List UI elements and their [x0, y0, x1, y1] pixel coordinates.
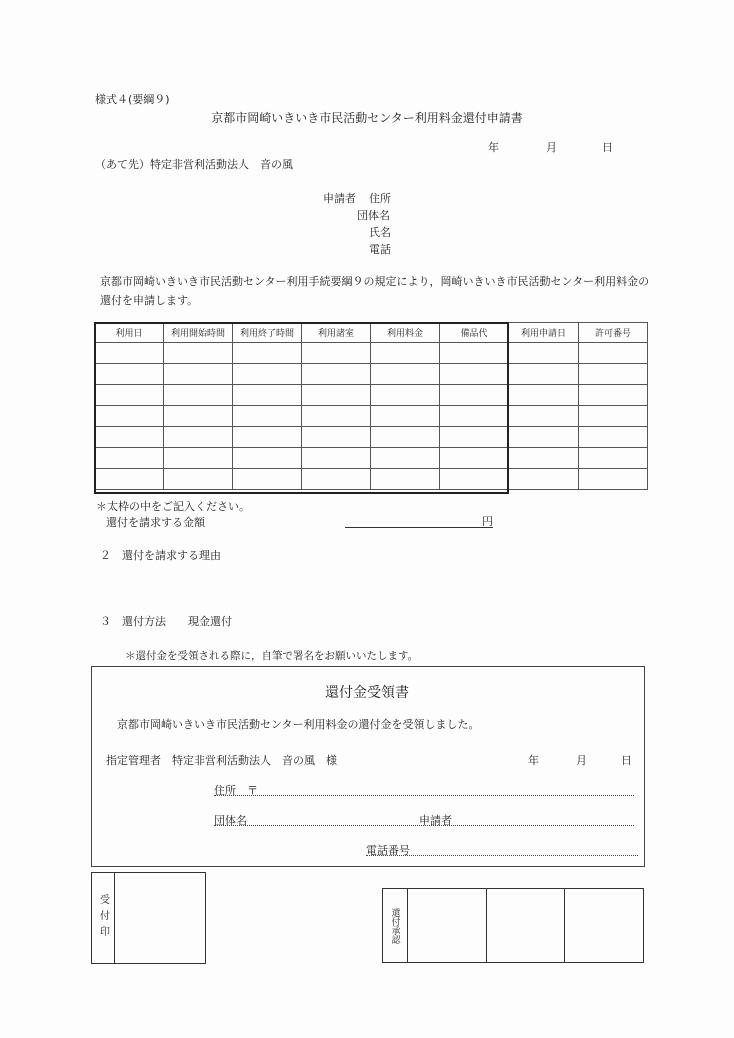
table-cell[interactable] [95, 469, 164, 490]
receipt-title: 還付金受領書 [325, 685, 409, 701]
receipt-phone-label: 電話番号 [366, 844, 410, 857]
approval-cell [408, 889, 487, 962]
table-row[interactable] [95, 448, 648, 469]
table-cell[interactable] [579, 448, 648, 469]
table-cell[interactable] [371, 343, 440, 364]
receipt-day-label: 日 [621, 754, 632, 767]
usage-table-header-row [95, 323, 648, 343]
table-row[interactable] [95, 385, 648, 406]
refund-amount-label: 還付を請求する金額 [106, 516, 205, 529]
table-cell[interactable] [233, 448, 302, 469]
receipt-applicant-label: 申請者 [419, 814, 452, 827]
table-cell[interactable] [164, 427, 233, 448]
col-header-application-date: 利用申請日 [509, 323, 579, 343]
table-cell[interactable] [302, 469, 371, 490]
col-header-equipment-fee: 備品代 [440, 323, 509, 343]
refund-reason-label: ２ 還付を請求する理由 [100, 549, 221, 562]
date-day-label: 日 [602, 141, 613, 154]
col-header-fee: 利用料金 [371, 323, 440, 343]
table-cell[interactable] [233, 343, 302, 364]
receipt-phone-field[interactable] [366, 855, 638, 856]
table-cell[interactable] [371, 406, 440, 427]
table-cell[interactable] [302, 427, 371, 448]
table-cell[interactable] [579, 406, 648, 427]
table-cell[interactable] [509, 385, 579, 406]
table-cell[interactable] [233, 406, 302, 427]
table-cell[interactable] [164, 364, 233, 385]
receipt-group-field[interactable] [214, 825, 634, 826]
table-cell[interactable] [95, 406, 164, 427]
application-statement: 京都市岡崎いきいき市民活動センター利用手続要綱９の規定により，岡崎いきいき市民活動センター利用料金の還付を申請します。 [100, 275, 650, 307]
applicant-group-label: 団体名 [357, 209, 390, 222]
table-cell[interactable] [440, 427, 509, 448]
table-cell[interactable] [509, 343, 579, 364]
page-title: 京都市岡崎いきいき市民活動センター利用料金還付申請書 [211, 111, 523, 125]
refund-method-label: ３ 還付方法 現金還付 [100, 615, 232, 628]
table-cell[interactable] [440, 343, 509, 364]
table-cell[interactable] [579, 469, 648, 490]
table-cell[interactable] [95, 364, 164, 385]
table-cell[interactable] [579, 427, 648, 448]
refund-amount-field[interactable] [345, 527, 493, 528]
table-cell[interactable] [579, 364, 648, 385]
signature-note: ＊還付金を受領される際に，自筆で署名をお願いいたします。 [125, 650, 419, 662]
table-cell[interactable] [95, 343, 164, 364]
table-cell[interactable] [164, 406, 233, 427]
table-cell[interactable] [302, 343, 371, 364]
receipt-text: 京都市岡崎いきいき市民活動センター利用料金の還付金を受領しました。 [117, 718, 480, 731]
table-cell[interactable] [371, 448, 440, 469]
col-header-usage-date: 利用日 [95, 323, 164, 343]
date-year-label: 年 [488, 141, 499, 154]
table-cell[interactable] [509, 427, 579, 448]
table-cell[interactable] [302, 364, 371, 385]
table-cell[interactable] [579, 343, 648, 364]
table-cell[interactable] [440, 469, 509, 490]
col-header-permit-number: 許可番号 [579, 323, 648, 343]
form-id: 様式４(要綱９) [95, 93, 170, 106]
table-cell[interactable] [440, 406, 509, 427]
table-cell[interactable] [233, 427, 302, 448]
table-cell[interactable] [579, 385, 648, 406]
receipt-year-label: 年 [528, 754, 539, 767]
table-cell[interactable] [509, 469, 579, 490]
reception-stamp-label: 受付印 [92, 873, 115, 963]
table-cell[interactable] [302, 406, 371, 427]
table-cell[interactable] [233, 385, 302, 406]
receipt-address-field[interactable] [214, 795, 634, 796]
table-cell[interactable] [302, 448, 371, 469]
table-cell[interactable] [233, 469, 302, 490]
table-cell[interactable] [95, 385, 164, 406]
approval-cell [565, 889, 643, 962]
table-cell[interactable] [95, 427, 164, 448]
table-row[interactable] [95, 364, 648, 385]
usage-table [94, 322, 648, 490]
table-cell[interactable] [371, 427, 440, 448]
table-cell[interactable] [440, 385, 509, 406]
receipt-address-label: 住所 〒 [214, 784, 258, 797]
receipt-manager: 指定管理者 特定非営利活動法人 音の風 様 [106, 754, 337, 767]
date-month-label: 月 [546, 141, 557, 154]
table-row[interactable] [95, 343, 648, 364]
table-cell[interactable] [95, 448, 164, 469]
table-cell[interactable] [164, 343, 233, 364]
table-cell[interactable] [164, 469, 233, 490]
reception-stamp-area [115, 873, 205, 963]
applicant-phone-label: 電話 [369, 243, 391, 256]
col-header-end-time: 利用終了時間 [233, 323, 302, 343]
thick-frame-note: ＊太枠の中をご記入ください。 [96, 500, 250, 513]
table-cell[interactable] [371, 385, 440, 406]
addressee: （あて先）特定非営利活動法人 音の風 [95, 158, 293, 171]
table-cell[interactable] [233, 364, 302, 385]
table-row[interactable] [95, 469, 648, 490]
table-cell[interactable] [509, 406, 579, 427]
table-row[interactable] [95, 406, 648, 427]
table-cell[interactable] [164, 448, 233, 469]
yen-unit: 円 [482, 515, 493, 528]
applicant-address-label: 住所 [369, 192, 391, 205]
applicant-label: 申請者 [323, 192, 356, 205]
col-header-rooms: 利用諸室 [302, 323, 371, 343]
table-cell[interactable] [371, 364, 440, 385]
table-cell[interactable] [509, 364, 579, 385]
table-cell[interactable] [302, 385, 371, 406]
table-cell[interactable] [371, 469, 440, 490]
refund-approval-box [382, 888, 644, 963]
table-cell[interactable] [440, 364, 509, 385]
approval-cell [487, 889, 566, 962]
receipt-month-label: 月 [576, 754, 587, 767]
applicant-name-label: 氏名 [369, 226, 391, 239]
table-row[interactable] [95, 427, 648, 448]
col-header-start-time: 利用開始時間 [164, 323, 233, 343]
receipt-group-label: 団体名 [214, 814, 247, 827]
table-cell[interactable] [440, 448, 509, 469]
table-cell[interactable] [164, 385, 233, 406]
refund-approval-label: 還付承認 [383, 889, 408, 962]
reception-stamp-box [91, 872, 206, 964]
table-cell[interactable] [509, 448, 579, 469]
